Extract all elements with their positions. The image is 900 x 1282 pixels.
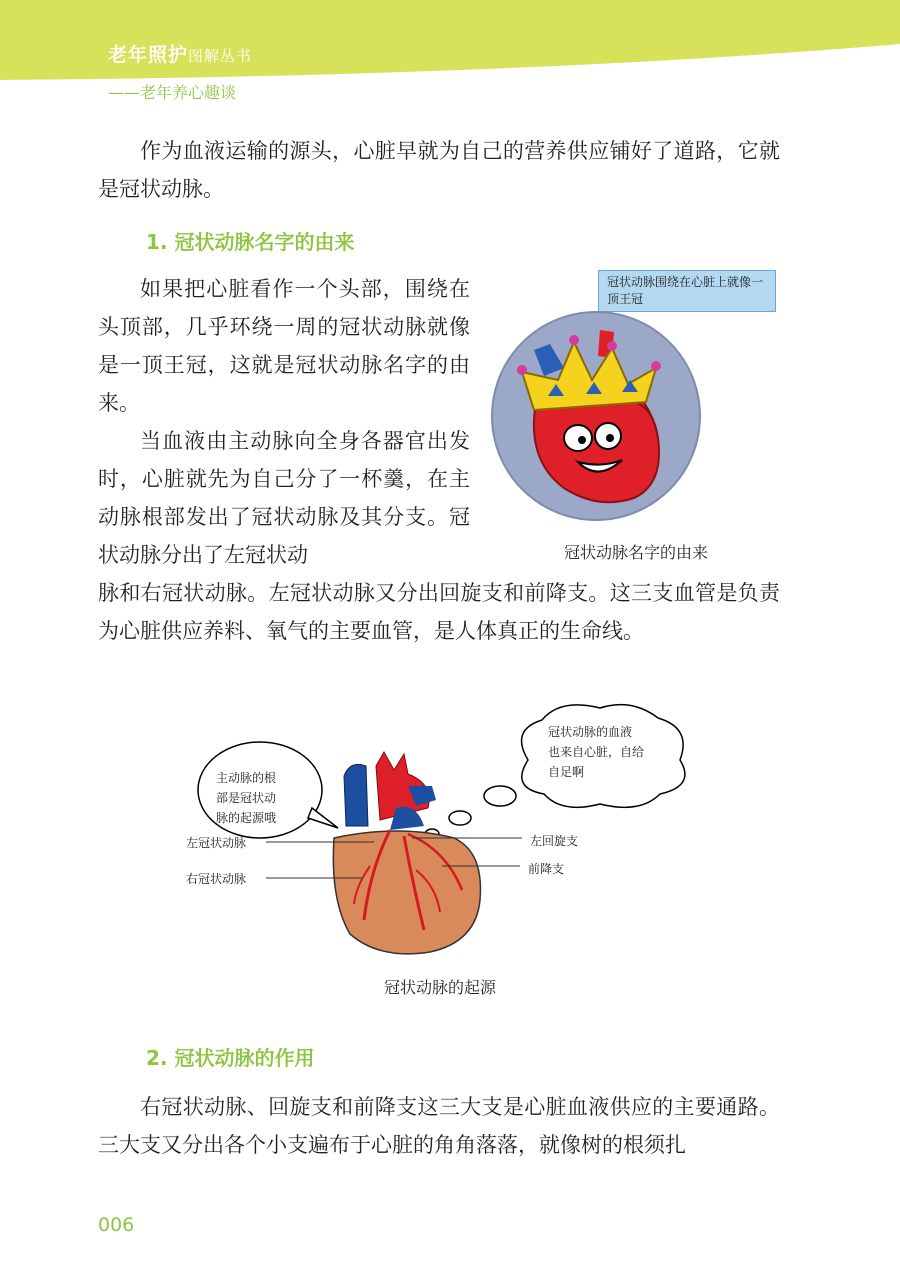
- bubble-left-line2: 部是冠状动: [216, 791, 277, 805]
- bubble-left-line3: 脉的起源哦: [216, 811, 277, 825]
- series-title-sub: 图解丛书: [188, 47, 253, 65]
- bubble-right-line2: 也来自心脏，自给: [548, 745, 645, 759]
- series-title-main: 老年照护: [108, 44, 189, 66]
- label-right-coronary: 右冠状动脉: [186, 872, 247, 886]
- section-heading-2: 2. 冠状动脉的作用: [146, 1046, 315, 1070]
- paragraph-intro: 作为血液运输的源头，心脏早就为自己的营养供应铺好了道路，它就是冠状动脉。: [98, 139, 780, 201]
- paragraph-function: 右冠状动脉、回旋支和前降支这三大支是心脏血液供应的主要通路。三大支又分出各个小支遍布于心脏的角角落落，就像树的根须扎: [98, 1095, 780, 1157]
- paragraph-crown: 如果把心脏看作一个头部，围绕在头顶部，几乎环绕一周的冠状动脉就像是一顶王冠，这就是冠状动脉名字的由来。: [98, 277, 470, 415]
- figure1-caption: 冠状动脉名字的由来: [563, 543, 708, 562]
- series-title: [108, 40, 252, 67]
- volume-title: ——老年养心趣谈: [108, 83, 237, 102]
- label-anterior-descending: 前降支: [528, 862, 565, 876]
- bubble-left-line1: 主动脉的根: [216, 771, 277, 785]
- bubble-right-line1: 冠状动脉的血液: [548, 725, 633, 739]
- label-left-coronary: 左冠状动脉: [186, 836, 247, 850]
- bubble-right-line3: 自足啊: [548, 765, 585, 779]
- crowned-heart-icon: [486, 310, 706, 522]
- label-circumflex: 左回旋支: [530, 834, 579, 848]
- paragraph-lifeline: 脉和右冠状动脉。左冠状动脉又分出回旋支和前降支。这三支血管是负责为心脏供应养料、氧气的主要血管，是人体真正的生命线。: [98, 581, 780, 643]
- section-heading-1: 1. 冠状动脉名字的由来: [146, 230, 355, 254]
- figure2-caption: 冠状动脉的起源: [383, 978, 496, 997]
- page-number: 006: [98, 1214, 135, 1236]
- paragraph-branches: 当血液由主动脉向全身各器官出发时，心脏就先为自己分了一杯羹，在主动脉根部发出了冠状动脉及其分支。冠状动脉分出了左冠状动: [98, 429, 470, 567]
- figure1-note: 冠状动脉围绕在心脏上就像一顶王冠: [598, 270, 776, 312]
